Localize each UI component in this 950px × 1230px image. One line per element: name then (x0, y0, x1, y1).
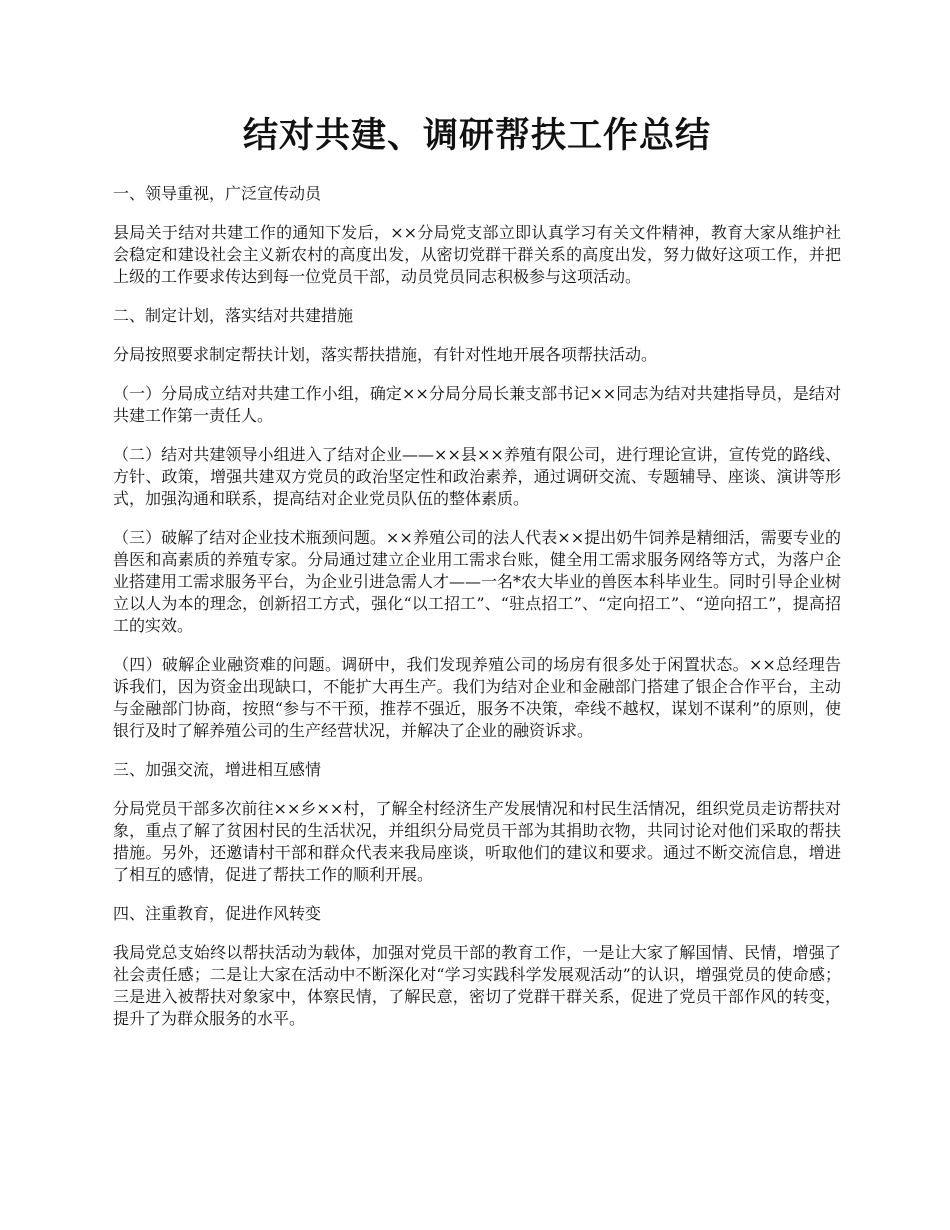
paragraph: 分局按照要求制定帮扶计划，落实帮扶措施，有针对性地开展各项帮扶活动。 (113, 345, 658, 364)
document-title: 结对共建、调研帮扶工作总结 (242, 116, 711, 156)
document-page (113, 110, 841, 1047)
paragraph: （三）破解了结对企业技术瓶颈问题。××养殖公司的法人代表××提出奶牛饲养是精细活，需要专业的兽医和高素质的养殖专家。分局通过建立企业用工需求台账，健全用工需求服务网络等方式，为落户企业搭建用工需求服务平台，为企业引进急需人才——一名*农大毕业的兽医本科毕业生。同时引导企业树立以人为本的理念，创新招工方式，强化“以工招工”、“驻点招工”、“定向招工”、“逆向招工”，提高招工的实效。 (113, 528, 842, 635)
paragraph: （四）破解企业融资难的问题。调研中，我们发现养殖公司的场房有很多处于闲置状态。××总经理告诉我们，因为资金出现缺口，不能扩大再生产。我们为结对企业和金融部门搭建了银企合作平台，主动与金融部门协商，按照“参与不干预，推荐不强近，服务不决策，牵线不越权，谋划不谋利”的原则，使银行及时了解养殖公司的生产经营状况，并解决了企业的融资诉求。 (113, 655, 841, 740)
section-heading-1: 一、领导重视，广泛宣传动员 (113, 184, 322, 203)
paragraph: （一）分局成立结对共建工作小组，确定××分局分局长兼支部书记××同志为结对共建指导员，是结对共建工作第一责任人。 (113, 384, 841, 425)
section-heading-4: 四、注重教育，促进作风转变 (113, 904, 322, 923)
section-heading-2: 二、制定计划，落实结对共建措施 (113, 306, 354, 325)
paragraph: 我局党总支始终以帮扶活动为载体，加强对党员干部的教育工作，一是让大家了解国情、民情，增强了社会责任感；二是让大家在活动中不断深化对“学习实践科学发展观活动”的认识，增强党员的使命感；三是进入被帮扶对象家中，体察民情，了解民意，密切了党群干群关系，促进了党员干部作风的转变，提升了为群众服务的水平。 (113, 943, 841, 1028)
paragraph: 分局党员干部多次前往××乡××村，了解全村经济生产发展情况和村民生活情况，组织党员走访帮扶对象，重点了解了贫困村民的生活状况，并组织分局党员干部为其捐助衣物，共同讨论对他们采取的帮扶措施。另外，还邀请村干部和群众代表来我局座谈，听取他们的建议和要求。通过不断交流信息，增进了相互的感情，促进了帮扶工作的顺利开展。 (113, 799, 841, 884)
section-heading-3: 三、加强交流，增进相互感情 (113, 760, 322, 779)
paragraph: 县局关于结对共建工作的通知下发后，××分局党支部立即认真学习有关文件精神，教育大家从维护社会稳定和建设社会主义新农村的高度出发，从密切党群干群关系的高度出发，努力做好这项工作，并把上级的工作要求传达到每一位党员干部，动员党员同志积极参与这项活动。 (113, 223, 841, 286)
paragraph: （二）结对共建领导小组进入了结对企业——××县××养殖有限公司，进行理论宣讲，宣传党的路线、方针、政策，增强共建双方党员的政治坚定性和政治素养，通过调研交流、专题辅导、座谈、演讲等形式，加强沟通和联系，提高结对企业党员队伍的整体素质。 (113, 445, 841, 508)
